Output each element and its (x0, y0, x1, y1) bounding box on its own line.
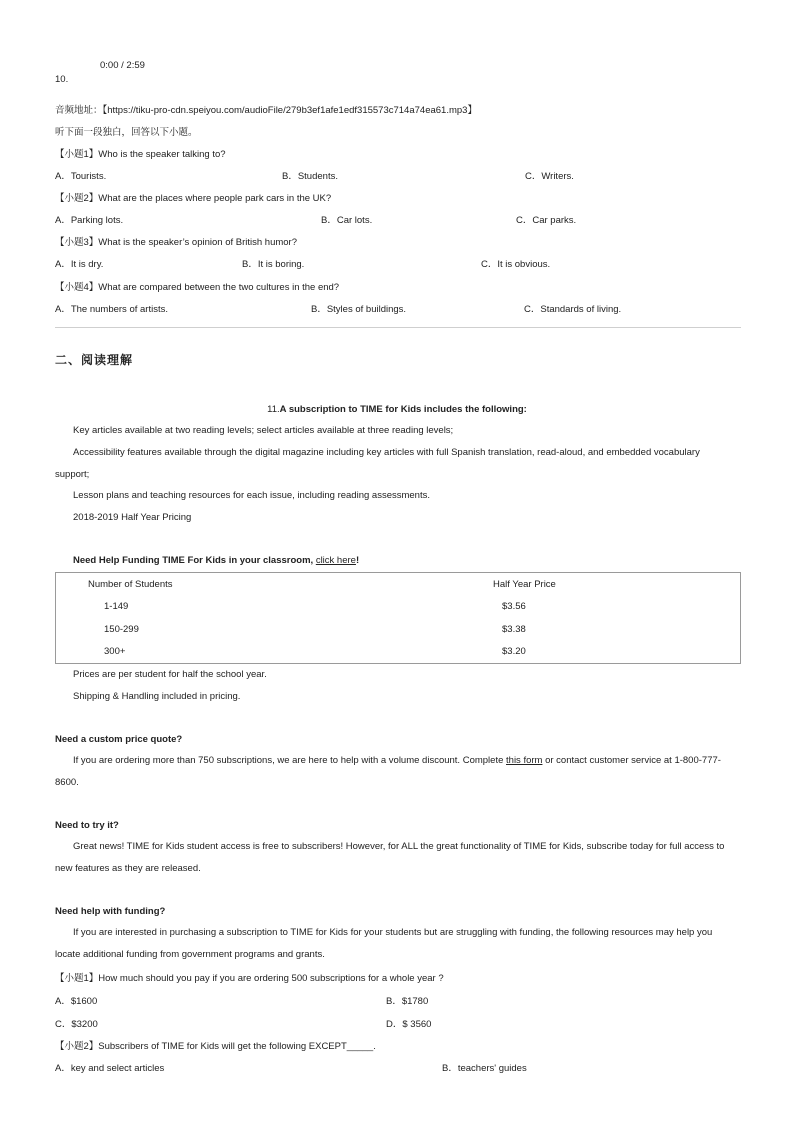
option[interactable]: A．It is dry. (55, 259, 104, 270)
custom-text: If you are ordering more than 750 subscriptions, we are here to help with a volume discount. Complete (73, 755, 507, 766)
divider (55, 327, 741, 328)
table-header: Number of Students (88, 578, 173, 590)
section-title: 二、阅读理解 (55, 353, 134, 367)
option[interactable]: A．Parking lots. (55, 215, 124, 226)
option[interactable]: B．Styles of buildings. (311, 304, 407, 315)
reading-q2-stem: 【小题2】Subscribers of TIME for Kids will get the following EXCEPT_____. (55, 1041, 376, 1052)
table-cell: $3.20 (502, 646, 526, 658)
pricing-heading: 2018-2019 Half Year Pricing (73, 512, 192, 523)
table-row (56, 641, 741, 664)
option[interactable]: D．$ 3560 (386, 1019, 432, 1030)
funding-line (73, 555, 359, 566)
table-cell: $3.56 (502, 601, 526, 613)
option[interactable]: A．The numbers of artists. (55, 304, 168, 315)
table-cell: 150-299 (104, 623, 139, 635)
listening-q3-stem: 【小题3】What is the speaker’s opinion of British humor? (55, 237, 298, 248)
table-row (56, 618, 741, 641)
custom-paragraph (55, 750, 735, 794)
listening-q1-stem: 【小题1】Who is the speaker talking to? (55, 149, 226, 160)
option[interactable]: C．Standards of living. (524, 304, 622, 315)
this-form-link[interactable]: this form (506, 755, 543, 766)
option[interactable]: A．Tourists. (55, 171, 107, 182)
passage-line: Lesson plans and teaching resources for each issue, including reading assessments. (73, 490, 430, 501)
table-cell: $3.38 (502, 623, 526, 635)
option[interactable]: C．It is obvious. (481, 259, 551, 270)
option[interactable]: B．It is boring. (242, 259, 305, 270)
help-paragraph: If you are interested in purchasing a subscription to TIME for Kids for your students but are struggling with funding, the following resources may help you locate additional funding from government programs and grants. (55, 927, 713, 960)
option[interactable]: C．Writers. (525, 171, 574, 182)
funding-text: ! (355, 555, 360, 566)
option[interactable]: B．Students. (282, 171, 338, 182)
listening-q2-stem: 【小题2】What are the places where people park cars in the UK? (55, 193, 332, 204)
option[interactable]: A．key and select articles (55, 1063, 165, 1074)
question-number: 11. (267, 404, 280, 415)
passage-line: Key articles available at two reading levels; select articles available at three reading levels; (73, 425, 454, 436)
option[interactable]: B．$1780 (386, 996, 429, 1007)
listening-q4-stem: 【小题4】What are compared between the two cultures in the end? (55, 282, 340, 293)
option[interactable]: B．teachers' guides (442, 1063, 527, 1074)
passage-heading: A subscription to TIME for Kids includes the following: (279, 404, 527, 415)
option[interactable]: B．Car lots. (321, 215, 373, 226)
table-cell: 300+ (104, 646, 126, 658)
table-header: Half Year Price (493, 578, 556, 590)
help-heading: Need help with funding? (55, 906, 166, 917)
option[interactable]: C．$3200 (55, 1019, 98, 1030)
custom-heading: Need a custom price quote? (55, 734, 183, 745)
try-heading: Need to try it? (55, 820, 119, 831)
custom-text: or contact customer service at 1-800-777-8600. (55, 755, 721, 788)
click-here-link[interactable]: click here (315, 555, 356, 566)
table-row (56, 596, 741, 619)
funding-text: Need Help Funding TIME For Kids in your classroom, (73, 555, 316, 566)
passage-title (0, 404, 794, 415)
passage-line: Accessibility features available through the digital magazine including key articles with full Spanish translation, read-aloud, and embedded vocabulary support; (55, 447, 700, 480)
note: Prices are per student for half the school year. (73, 669, 267, 680)
audio-time: 0:00 / 2:59 (100, 60, 145, 71)
audio-url: 音频地址：【https://tiku-pro-cdn.speiyou.com/audioFile/279b3ef1afe1edf315573c714a74ea61.mp3】 (55, 105, 477, 116)
reading-q1-stem: 【小题1】How much should you pay if you are ordering 500 subscriptions for a whole year ? (55, 973, 444, 984)
instruction: 听下面一段独白，回答以下小题。 (55, 127, 198, 138)
note: Shipping & Handling included in pricing. (73, 691, 241, 702)
question-number: 10. (55, 74, 69, 85)
try-paragraph: Great news! TIME for Kids student access is free to subscribers! However, for ALL the great functionality of TIME for Kids, subscribe today for full access to new features as they are released. (55, 841, 725, 874)
price-table (55, 572, 741, 664)
table-cell: 1-149 (104, 601, 129, 613)
option[interactable]: A．$1600 (55, 996, 98, 1007)
table-header-row (56, 573, 741, 596)
option[interactable]: C．Car parks. (516, 215, 577, 226)
